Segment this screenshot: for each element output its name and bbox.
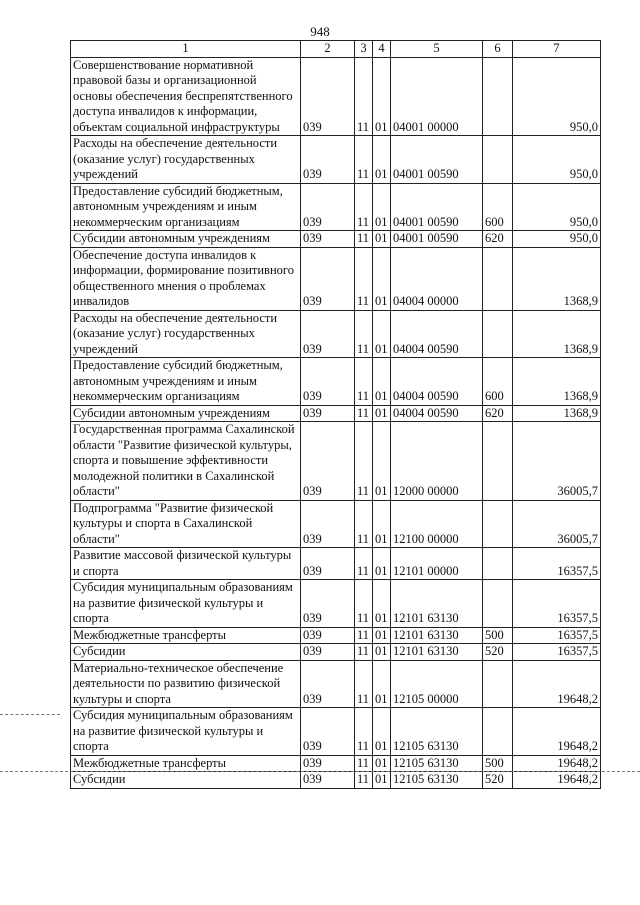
row-subsection-cell: 01 <box>373 708 391 756</box>
row-admin-code-cell: 039 <box>301 627 355 644</box>
row-section-cell: 11 <box>355 422 373 501</box>
row-expense-type-cell: 620 <box>483 231 513 248</box>
row-expense-type-cell <box>483 500 513 548</box>
row-expense-type-cell: 600 <box>483 183 513 231</box>
row-expense-type-cell <box>483 548 513 580</box>
row-name-cell: Субсидии <box>71 772 301 789</box>
row-expense-type-cell <box>483 57 513 136</box>
table-row <box>71 136 601 184</box>
row-subsection-cell: 01 <box>373 183 391 231</box>
scan-artifact <box>0 714 60 715</box>
row-subsection-cell: 01 <box>373 405 391 422</box>
row-name-cell: Межбюджетные трансферты <box>71 627 301 644</box>
row-name-cell: Субсидия муниципальным образованиям на развитие физической культуры и спорта <box>71 708 301 756</box>
column-header: 1 <box>71 41 301 58</box>
table-row <box>71 247 601 310</box>
table-row <box>71 231 601 248</box>
table-header-row <box>71 41 601 58</box>
row-section-cell: 11 <box>355 708 373 756</box>
row-target-code-cell: 12101 00000 <box>391 548 483 580</box>
row-admin-code-cell: 039 <box>301 422 355 501</box>
row-section-cell: 11 <box>355 627 373 644</box>
row-subsection-cell: 01 <box>373 644 391 661</box>
row-target-code-cell: 12101 63130 <box>391 580 483 628</box>
row-name-cell: Межбюджетные трансферты <box>71 755 301 772</box>
table-row <box>71 183 601 231</box>
row-name-cell: Субсидии автономным учреждениям <box>71 231 301 248</box>
row-name-cell: Подпрограмма "Развитие физической культуры и спорта в Сахалинской области" <box>71 500 301 548</box>
row-expense-type-cell: 500 <box>483 627 513 644</box>
column-header: 5 <box>391 41 483 58</box>
row-section-cell: 11 <box>355 580 373 628</box>
row-admin-code-cell: 039 <box>301 708 355 756</box>
row-section-cell: 11 <box>355 358 373 406</box>
row-expense-type-cell <box>483 580 513 628</box>
row-admin-code-cell: 039 <box>301 755 355 772</box>
row-expense-type-cell: 520 <box>483 644 513 661</box>
column-header: 7 <box>513 41 601 58</box>
row-target-code-cell: 04001 00590 <box>391 183 483 231</box>
column-header: 6 <box>483 41 513 58</box>
row-target-code-cell: 12000 00000 <box>391 422 483 501</box>
row-admin-code-cell: 039 <box>301 644 355 661</box>
row-amount-cell: 19648,2 <box>513 772 601 789</box>
row-target-code-cell: 04001 00590 <box>391 136 483 184</box>
row-expense-type-cell: 620 <box>483 405 513 422</box>
row-amount-cell: 16357,5 <box>513 627 601 644</box>
row-amount-cell: 36005,7 <box>513 422 601 501</box>
row-target-code-cell: 04004 00590 <box>391 310 483 358</box>
column-header: 3 <box>355 41 373 58</box>
table-row <box>71 708 601 756</box>
row-name-cell: Развитие массовой физической культуры и спорта <box>71 548 301 580</box>
row-target-code-cell: 12105 63130 <box>391 708 483 756</box>
row-amount-cell: 16357,5 <box>513 580 601 628</box>
row-target-code-cell: 12105 63130 <box>391 772 483 789</box>
row-target-code-cell: 12101 63130 <box>391 627 483 644</box>
row-name-cell: Расходы на обеспечение деятельности (оказание услуг) государственных учреждений <box>71 310 301 358</box>
table-row <box>71 755 601 772</box>
page-number: 948 <box>310 24 330 39</box>
row-name-cell: Субсидия муниципальным образованиям на развитие физической культуры и спорта <box>71 580 301 628</box>
row-subsection-cell: 01 <box>373 580 391 628</box>
row-target-code-cell: 12101 63130 <box>391 644 483 661</box>
row-subsection-cell: 01 <box>373 247 391 310</box>
row-admin-code-cell: 039 <box>301 247 355 310</box>
row-name-cell: Совершенствование нормативной правовой базы и организационной основы обеспечения беспрепятственного доступа инвалидов к информации, объектам социальной инфраструктуры <box>71 57 301 136</box>
row-subsection-cell: 01 <box>373 500 391 548</box>
row-admin-code-cell: 039 <box>301 310 355 358</box>
column-header: 2 <box>301 41 355 58</box>
row-subsection-cell: 01 <box>373 231 391 248</box>
row-name-cell: Обеспечение доступа инвалидов к информации, формирование позитивного общественного мнения о проблемах инвалидов <box>71 247 301 310</box>
row-subsection-cell: 01 <box>373 548 391 580</box>
row-section-cell: 11 <box>355 644 373 661</box>
row-amount-cell: 19648,2 <box>513 660 601 708</box>
row-section-cell: 11 <box>355 247 373 310</box>
row-subsection-cell: 01 <box>373 772 391 789</box>
row-expense-type-cell: 600 <box>483 358 513 406</box>
table-row <box>71 358 601 406</box>
table-row <box>71 772 601 789</box>
row-target-code-cell: 12105 00000 <box>391 660 483 708</box>
row-admin-code-cell: 039 <box>301 580 355 628</box>
table-row <box>71 627 601 644</box>
row-amount-cell: 1368,9 <box>513 310 601 358</box>
row-target-code-cell: 04004 00590 <box>391 405 483 422</box>
table-row <box>71 644 601 661</box>
row-amount-cell: 16357,5 <box>513 548 601 580</box>
row-expense-type-cell <box>483 247 513 310</box>
row-expense-type-cell <box>483 708 513 756</box>
row-section-cell: 11 <box>355 405 373 422</box>
row-subsection-cell: 01 <box>373 627 391 644</box>
row-name-cell: Предоставление субсидий бюджетным, автономным учреждениям и иным некоммерческим организациям <box>71 183 301 231</box>
row-subsection-cell: 01 <box>373 755 391 772</box>
row-subsection-cell: 01 <box>373 660 391 708</box>
row-target-code-cell: 12105 63130 <box>391 755 483 772</box>
column-header: 4 <box>373 41 391 58</box>
row-amount-cell: 1368,9 <box>513 247 601 310</box>
row-admin-code-cell: 039 <box>301 183 355 231</box>
row-section-cell: 11 <box>355 57 373 136</box>
row-amount-cell: 950,0 <box>513 231 601 248</box>
row-admin-code-cell: 039 <box>301 660 355 708</box>
row-expense-type-cell <box>483 136 513 184</box>
row-amount-cell: 1368,9 <box>513 405 601 422</box>
row-section-cell: 11 <box>355 660 373 708</box>
row-section-cell: 11 <box>355 548 373 580</box>
row-admin-code-cell: 039 <box>301 57 355 136</box>
row-subsection-cell: 01 <box>373 358 391 406</box>
row-expense-type-cell <box>483 310 513 358</box>
row-admin-code-cell: 039 <box>301 500 355 548</box>
row-admin-code-cell: 039 <box>301 548 355 580</box>
table-row <box>71 57 601 136</box>
row-name-cell: Субсидии автономным учреждениям <box>71 405 301 422</box>
table-row <box>71 580 601 628</box>
row-target-code-cell: 04001 00590 <box>391 231 483 248</box>
row-target-code-cell: 04001 00000 <box>391 57 483 136</box>
row-section-cell: 11 <box>355 772 373 789</box>
table-row <box>71 548 601 580</box>
row-amount-cell: 19648,2 <box>513 755 601 772</box>
row-name-cell: Материально-техническое обеспечение деятельности по развитию физической культуры и спорта <box>71 660 301 708</box>
row-admin-code-cell: 039 <box>301 772 355 789</box>
row-amount-cell: 950,0 <box>513 136 601 184</box>
row-amount-cell: 950,0 <box>513 57 601 136</box>
row-target-code-cell: 12100 00000 <box>391 500 483 548</box>
row-name-cell: Субсидии <box>71 644 301 661</box>
row-expense-type-cell <box>483 422 513 501</box>
row-target-code-cell: 04004 00000 <box>391 247 483 310</box>
scan-artifact <box>0 771 640 772</box>
table-row <box>71 422 601 501</box>
row-section-cell: 11 <box>355 231 373 248</box>
row-admin-code-cell: 039 <box>301 231 355 248</box>
table-row <box>71 500 601 548</box>
row-subsection-cell: 01 <box>373 422 391 501</box>
row-name-cell: Расходы на обеспечение деятельности (оказание услуг) государственных учреждений <box>71 136 301 184</box>
row-subsection-cell: 01 <box>373 136 391 184</box>
row-name-cell: Государственная программа Сахалинской области "Развитие физической культуры, спорта и повышение эффективности молодежной политики в Сахалинской области" <box>71 422 301 501</box>
row-amount-cell: 16357,5 <box>513 644 601 661</box>
table-row <box>71 660 601 708</box>
table-row <box>71 405 601 422</box>
row-subsection-cell: 01 <box>373 57 391 136</box>
row-expense-type-cell: 520 <box>483 772 513 789</box>
row-section-cell: 11 <box>355 183 373 231</box>
table-body <box>71 57 601 788</box>
row-section-cell: 11 <box>355 755 373 772</box>
budget-table <box>70 40 601 789</box>
table-row <box>71 310 601 358</box>
row-admin-code-cell: 039 <box>301 358 355 406</box>
row-expense-type-cell: 500 <box>483 755 513 772</box>
row-amount-cell: 1368,9 <box>513 358 601 406</box>
row-admin-code-cell: 039 <box>301 136 355 184</box>
row-section-cell: 11 <box>355 310 373 358</box>
row-section-cell: 11 <box>355 500 373 548</box>
row-target-code-cell: 04004 00590 <box>391 358 483 406</box>
row-section-cell: 11 <box>355 136 373 184</box>
row-admin-code-cell: 039 <box>301 405 355 422</box>
row-amount-cell: 36005,7 <box>513 500 601 548</box>
row-subsection-cell: 01 <box>373 310 391 358</box>
row-expense-type-cell <box>483 660 513 708</box>
row-amount-cell: 950,0 <box>513 183 601 231</box>
row-name-cell: Предоставление субсидий бюджетным, автономным учреждениям и иным некоммерческим организациям <box>71 358 301 406</box>
row-amount-cell: 19648,2 <box>513 708 601 756</box>
